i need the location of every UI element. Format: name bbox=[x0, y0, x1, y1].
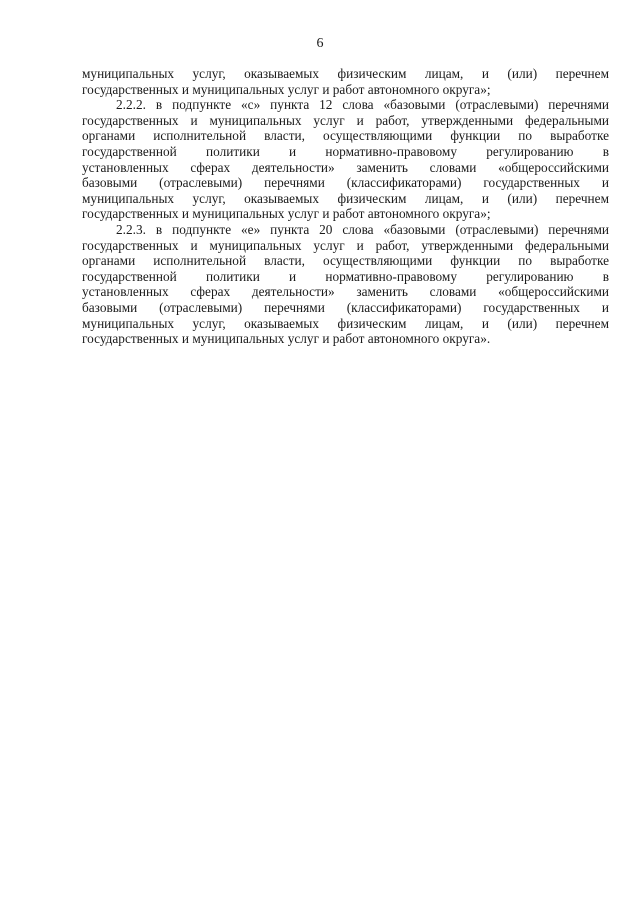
text-line: органами исполнительной власти, осуществляющими функции по выработке bbox=[82, 128, 609, 144]
text-line: государственных и муниципальных услуг и работ автономного округа»; bbox=[82, 81, 491, 97]
text-line: государственных и муниципальных услуг и работ, утвержденными федеральными bbox=[82, 112, 609, 128]
text-line: муниципальных услуг, оказываемых физическим лицам, и (или) перечнем bbox=[82, 66, 609, 81]
text-line: государственной политики и нормативно-правовому регулированию в bbox=[82, 268, 609, 284]
text-line: 2.2.2. в подпункте «с» пункта 12 слова «базовыми (отраслевыми) перечнями bbox=[116, 97, 609, 113]
text-line: органами исполнительной власти, осуществляющими функции по выработке bbox=[82, 253, 609, 269]
paragraph-2-2-2 bbox=[82, 97, 609, 222]
text-line: государственной политики и нормативно-правовому регулированию в bbox=[82, 143, 609, 159]
paragraph-continuation bbox=[82, 66, 609, 97]
text-line: установленных сферах деятельности» заменить словами «общероссийскими bbox=[82, 284, 609, 300]
text-line: 2.2.3. в подпункте «е» пункта 20 слова «базовыми (отраслевыми) перечнями bbox=[116, 221, 609, 237]
text-line: базовыми (отраслевыми) перечнями (классификаторами) государственных и bbox=[82, 175, 609, 191]
document-body bbox=[82, 66, 609, 347]
page-number: 6 bbox=[316, 36, 324, 51]
text-line: установленных сферах деятельности» заменить словами «общероссийскими bbox=[82, 159, 609, 175]
paragraph-2-2-3 bbox=[82, 222, 609, 347]
text-line: государственных и муниципальных услуг и работ автономного округа»; bbox=[82, 206, 491, 222]
text-line: государственных и муниципальных услуг и работ, утвержденными федеральными bbox=[82, 237, 609, 253]
text-line: государственных и муниципальных услуг и работ автономного округа». bbox=[82, 331, 491, 347]
text-line: базовыми (отраслевыми) перечнями (классификаторами) государственных и bbox=[82, 299, 609, 315]
text-line: муниципальных услуг, оказываемых физическим лицам, и (или) перечнем bbox=[82, 315, 609, 331]
text-line: муниципальных услуг, оказываемых физическим лицам, и (или) перечнем bbox=[82, 190, 609, 206]
